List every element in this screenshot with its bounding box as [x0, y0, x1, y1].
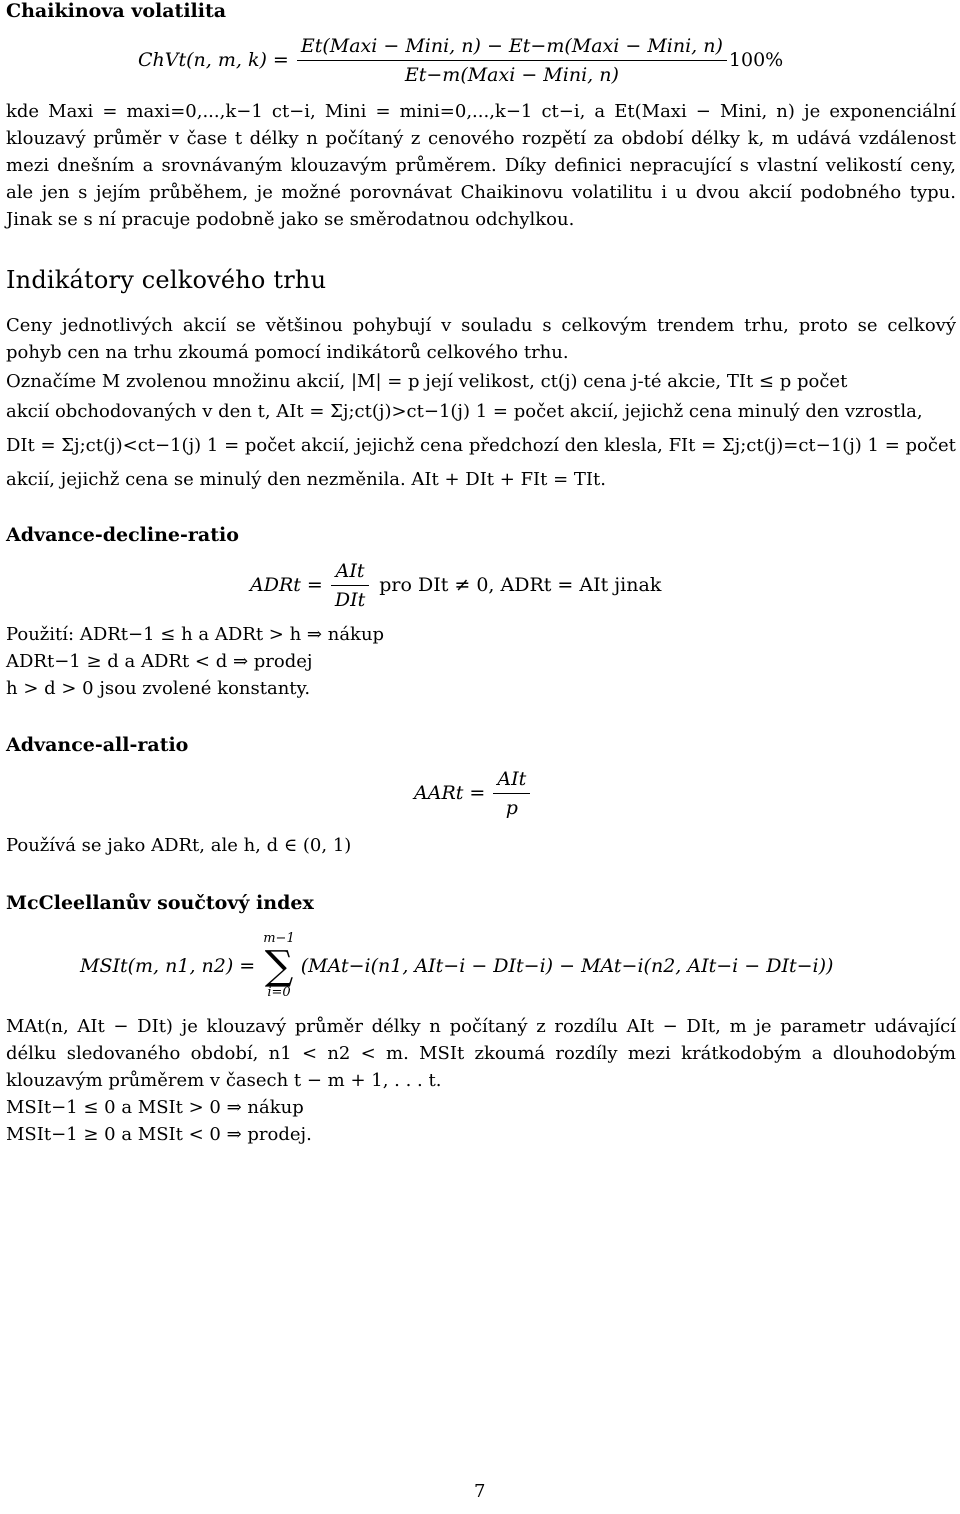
adr-usage-2: ADRt−1 ≥ d a ADRt < d ⇒ prodej [6, 651, 313, 672]
formula-adr-denominator: DIt [331, 585, 369, 611]
formula-msi-sum-top: m−1 [263, 931, 295, 946]
aar-note: Používá se jako ADRt, ale h, d ∈ (0, 1) [6, 835, 352, 856]
formula-aar-lhs: AARt = [414, 782, 486, 804]
msi-rule-1: MSIt−1 ≤ 0 a MSIt > 0 ⇒ nákup [6, 1097, 304, 1118]
adr-usage-3: h > d > 0 jsou zvolené konstanty. [6, 678, 311, 699]
msi-rule-2: MSIt−1 ≥ 0 a MSIt < 0 ⇒ prodej. [6, 1124, 312, 1145]
formula-aar [414, 762, 530, 824]
heading-chaikin: Chaikinova volatilita [6, 0, 227, 22]
heading-aar: Advance-all-ratio [6, 734, 189, 756]
formula-adr-lhs: ADRt = [250, 574, 323, 596]
formula-aar-denominator: p [493, 793, 530, 819]
indicators-line-2: akcií obchodovaných v den t, AIt = Σj;ct(j)>ct−1(j) 1 = počet akcií, jejichž cena minulý den vzrostla, [6, 401, 923, 422]
formula-chaikin-fraction [297, 35, 727, 86]
indicators-line-1: Označíme M zvolenou množinu akcií, |M| = p její velikost, ct(j) cena j-té akcie, TIt ≤ p počet [6, 371, 848, 392]
formula-chaikin-denominator: Et−m(Maxi − Mini, n) [297, 60, 727, 86]
formula-adr-numerator: AIt [335, 559, 365, 582]
paragraph-indicators-intro: Ceny jednotlivých akcií se většinou pohybují v souladu s celkovým trendem trhu, proto se celkový pohyb cen na trhu zkoumá pomocí indikátorů celkového trhu. [6, 315, 956, 363]
formula-aar-fraction [493, 768, 530, 819]
formula-adr [250, 554, 661, 616]
indicators-line-4: akcií, jejichž cena se minulý den nezměnila. AIt + DIt + FIt = TIt. [6, 469, 606, 490]
formula-chaikin [138, 30, 783, 90]
formula-chaikin-numerator: Et(Maxi − Mini, n) − Et−m(Maxi − Mini, n) [300, 34, 723, 57]
sum-symbol-icon: ∑ [264, 943, 294, 989]
formula-msi-sum [263, 932, 295, 1000]
formula-msi-sum-bottom: i=0 [267, 985, 291, 1000]
formula-chaikin-lhs: ChVt(n, m, k) = [138, 49, 289, 71]
formula-chaikin-suffix: 100% [728, 49, 784, 71]
formula-msi [80, 926, 833, 1006]
formula-msi-rhs: (MAt−i(n1, AIt−i − DIt−i) − MAt−i(n2, AIt−i − DIt−i)) [300, 955, 834, 977]
paragraph-chaikin: kde Maxi = maxi=0,...,k−1 ct−i, Mini = mini=0,...,k−1 ct−i, a Et(Maxi − Mini, n) je exponenciální klouzavý průměr v čase t délky n počítaný z cenového rozpětí za období délky k, m udává vzdálenost mezi dnešním a srovnávaným klouzavým průměrem. Díky definici nepracující s vlastní velikostí ceny, ale jen s jejím průběhem, je možné porovnávat Chaikinovu volatilitu i u dvou akcií podobného typu. Jinak se s ní pracuje podobně jako se směrodatnou odchylkou. [6, 101, 956, 230]
heading-indicators: Indikátory celkového trhu [6, 266, 327, 294]
heading-adr: Advance-decline-ratio [6, 524, 239, 546]
adr-usage-1: Použití: ADRt−1 ≤ h a ADRt > h ⇒ nákup [6, 624, 385, 645]
indicators-line-3: DIt = Σj;ct(j)<ct−1(j) 1 = počet akcií, jejichž cena předchozí den klesla, FIt = Σj;ct(j)=ct−1(j) 1 = počet [6, 435, 956, 456]
formula-adr-rest: pro DIt ≠ 0, ADRt = AIt jinak [379, 574, 662, 596]
paragraph-msi: MAt(n, AIt − DIt) je klouzavý průměr délky n počítaný z rozdílu AIt − DIt, m je parametr udávající délku sledovaného období, n1 < n2 < m. MSIt zkoumá rozdíly mezi krátkodobým a dlouhodobým klouzavým průměrem v časech t − m + 1, . . . t. [6, 1016, 956, 1091]
heading-msi: McCleellanův součtový index [6, 892, 314, 914]
formula-adr-fraction [331, 560, 369, 611]
page-number: 7 [474, 1481, 486, 1502]
formula-msi-lhs: MSIt(m, n1, n2) = [80, 955, 256, 977]
formula-aar-numerator: AIt [497, 767, 527, 790]
